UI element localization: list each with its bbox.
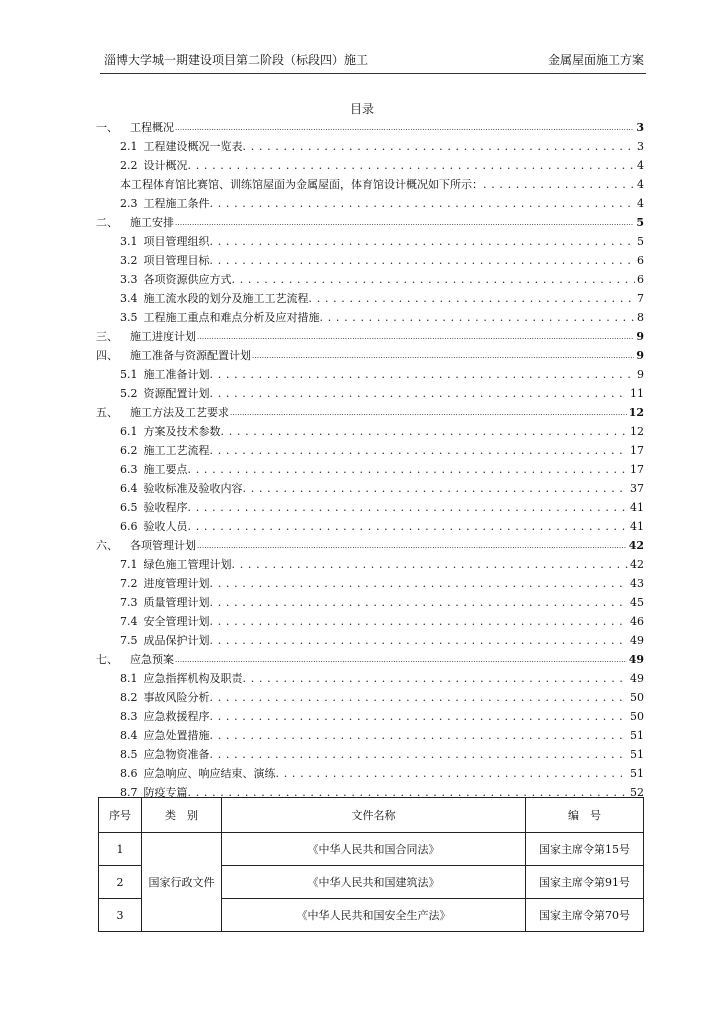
cell-number: 国家主席令第70号	[526, 899, 644, 932]
toc-entry-number: 5.2	[120, 387, 138, 400]
toc-page-number: 5	[637, 235, 644, 248]
toc-dot-leader	[175, 119, 634, 136]
toc-title: 目录	[349, 102, 374, 116]
toc-entry-text: 方案及技术参数	[143, 425, 221, 438]
toc-entry-number: 7.2	[120, 577, 138, 590]
toc-entry-text: 工程施工重点和难点分析及应对措施	[143, 311, 320, 324]
toc-dot-leader	[188, 519, 629, 535]
toc-subsection-entry[interactable]	[96, 440, 644, 459]
cell-number: 国家主席令第91号	[526, 866, 644, 899]
toc-entry-number: 2.1	[120, 140, 138, 153]
toc-dot-leader	[232, 272, 636, 288]
cell-seq: 2	[99, 866, 142, 899]
toc-entry-number: 四、	[96, 349, 118, 362]
toc-entry-text: 项目管理组织	[143, 235, 210, 248]
toc-entry-number: 二、	[96, 216, 118, 229]
toc-subsection-entry[interactable]	[96, 763, 644, 782]
toc-page-number: 46	[630, 615, 644, 628]
toc-entry-text: 应急指挥机构及职责	[143, 672, 243, 685]
toc-page-number: 12	[630, 425, 644, 438]
toc-entry-text: 验收人员	[143, 520, 188, 533]
toc-subsection-entry[interactable]	[96, 497, 644, 516]
toc-entry-text: 施工进度计划	[130, 330, 196, 343]
toc-entry-text: 应急救援程序	[143, 710, 210, 723]
toc-page-number: 52	[630, 786, 644, 799]
cell-category: 国家行政文件	[142, 833, 222, 932]
toc-subsection-entry[interactable]	[96, 668, 644, 687]
toc-entry-number: 7.4	[120, 615, 138, 628]
toc-dot-leader	[188, 462, 629, 478]
toc-entry-number: 8.2	[120, 691, 138, 704]
toc-dot-leader	[210, 595, 629, 611]
toc-subsection-entry[interactable]	[96, 250, 644, 269]
toc-page-number: 50	[630, 691, 644, 704]
toc-entry-number: 8.3	[120, 710, 138, 723]
toc-page-number: 9	[636, 330, 644, 343]
toc-dot-leader	[210, 614, 629, 630]
page-header	[104, 50, 644, 70]
toc-dot-leader	[210, 443, 629, 459]
toc-subsection-entry[interactable]	[96, 516, 644, 535]
toc-entry-number: 6.5	[120, 501, 138, 514]
toc-entry-text: 施工准备与资源配置计划	[130, 349, 251, 362]
toc-page-number: 6	[637, 254, 644, 267]
cell-number: 国家主席令第15号	[526, 833, 644, 866]
toc-entry-text: 防疫专篇	[143, 786, 188, 799]
toc-dot-leader	[309, 291, 636, 307]
toc-subsection-entry[interactable]	[96, 383, 644, 402]
toc-entry-text: 验收标准及验收内容	[143, 482, 243, 495]
toc-entry-number: 8.4	[120, 729, 138, 742]
toc-dot-leader	[210, 690, 629, 706]
toc-page-number: 49	[630, 634, 644, 647]
toc-entry-number: 3.5	[120, 311, 138, 324]
header-project-title: 淄博大学城一期建设项目第二阶段（标段四）施工	[104, 53, 369, 67]
toc-page-number: 51	[630, 729, 644, 742]
toc-section-entry[interactable]	[96, 212, 644, 231]
toc-entry-number: 3.3	[120, 273, 138, 286]
toc-entry-number: 七、	[96, 653, 118, 666]
toc-section-entry[interactable]	[96, 535, 644, 554]
toc-dot-leader	[197, 537, 627, 554]
toc-entry-text: 应急物资准备	[143, 748, 210, 761]
toc-subsection-entry[interactable]	[96, 592, 644, 611]
toc-entry-number: 一、	[96, 121, 118, 134]
toc-entry-number: 6.1	[120, 425, 138, 438]
toc-entry-text: 工程建设概况一览表	[143, 140, 243, 153]
toc-page-number: 11	[630, 387, 644, 400]
header-file-name: 文件名称	[222, 798, 526, 833]
header-category: 类 别	[142, 798, 222, 833]
cell-file-name: 《中华人民共和国建筑法》	[222, 866, 526, 899]
toc-entry-number: 8.7	[120, 786, 138, 799]
toc-dot-leader	[210, 253, 636, 269]
toc-page-number: 43	[630, 577, 644, 590]
toc-entry-number: 三、	[96, 330, 118, 343]
toc-section-entry[interactable]	[96, 117, 644, 136]
toc-page-number: 6	[637, 273, 644, 286]
toc-page-number: 4	[637, 197, 644, 210]
toc-dot-leader	[188, 500, 629, 516]
toc-page-number: 3	[636, 121, 644, 134]
cell-seq: 3	[99, 899, 142, 932]
toc-subsection-entry[interactable]	[96, 744, 644, 763]
toc-subsection-entry[interactable]	[96, 193, 644, 212]
toc-dot-leader	[221, 424, 629, 440]
toc-page-number: 3	[637, 140, 644, 153]
toc-page-number: 42	[628, 539, 644, 552]
toc-entry-text: 施工安排	[130, 216, 174, 229]
toc-entry-text: 各项管理计划	[130, 539, 196, 552]
toc-subsection-entry[interactable]	[96, 630, 644, 649]
toc-page-number: 8	[637, 311, 644, 324]
table-of-contents	[96, 117, 644, 801]
toc-page-number: 5	[636, 216, 644, 229]
toc-subsection-entry[interactable]	[96, 554, 644, 573]
toc-entry-text: 进度管理计划	[143, 577, 210, 590]
cell-seq: 1	[99, 833, 142, 866]
toc-dot-leader	[210, 633, 629, 649]
toc-dot-leader	[210, 709, 629, 725]
toc-dot-leader	[232, 557, 629, 573]
toc-subsection-entry[interactable]	[96, 269, 644, 288]
toc-subsection-entry[interactable]	[96, 421, 644, 440]
toc-section-entry[interactable]	[96, 345, 644, 364]
toc-entry-number: 3.1	[120, 235, 138, 248]
toc-subsection-entry[interactable]	[96, 611, 644, 630]
toc-dot-leader	[230, 404, 627, 421]
toc-dot-leader	[210, 728, 629, 744]
toc-dot-leader	[243, 671, 629, 687]
toc-entry-text: 施工要点	[143, 463, 188, 476]
toc-dot-leader	[175, 214, 634, 231]
header-seq: 序号	[99, 798, 142, 833]
toc-dot-leader	[243, 481, 629, 497]
toc-subsection-entry[interactable]	[96, 231, 644, 250]
toc-entry-number: 8.6	[120, 767, 138, 780]
toc-page-number: 9	[637, 368, 644, 381]
toc-dot-leader	[188, 158, 636, 174]
toc-entry-text: 施工工艺流程	[143, 444, 210, 457]
toc-subsection-entry[interactable]	[96, 288, 644, 307]
toc-page-number: 4	[637, 159, 644, 172]
toc-page-number: 49	[630, 672, 644, 685]
toc-entry-number: 6.6	[120, 520, 138, 533]
header-divider	[100, 73, 646, 74]
toc-dot-leader	[252, 347, 634, 364]
toc-subsection-entry[interactable]	[96, 687, 644, 706]
toc-subsection-entry[interactable]	[96, 155, 644, 174]
toc-dot-leader	[210, 386, 629, 402]
toc-dot-leader	[243, 139, 636, 155]
toc-page-number: 4	[637, 178, 644, 191]
toc-entry-number: 7.3	[120, 596, 138, 609]
toc-dot-leader	[210, 196, 636, 212]
toc-section-entry[interactable]	[96, 326, 644, 345]
toc-page-number: 9	[636, 349, 644, 362]
toc-page-number: 12	[628, 406, 644, 419]
toc-subsection-entry[interactable]	[96, 364, 644, 383]
toc-dot-leader	[276, 766, 629, 782]
toc-entry-text: 项目管理目标	[143, 254, 210, 267]
toc-entry-text: 设计概况	[143, 159, 188, 172]
toc-page-number: 17	[630, 463, 644, 476]
toc-entry-number: 6.3	[120, 463, 138, 476]
toc-subsection-entry[interactable]	[96, 706, 644, 725]
toc-subsection-entry[interactable]	[96, 307, 644, 326]
toc-page-number: 45	[630, 596, 644, 609]
toc-page-number: 7	[637, 292, 644, 305]
toc-entry-text: 施工方法及工艺要求	[130, 406, 229, 419]
toc-entry-text: 应急处置措施	[143, 729, 210, 742]
toc-subsection-entry[interactable]	[96, 573, 644, 592]
toc-dot-leader	[197, 328, 634, 345]
toc-entry-number: 7.1	[120, 558, 138, 571]
toc-entry-text: 工程概况	[130, 121, 174, 134]
toc-entry-text: 质量管理计划	[143, 596, 210, 609]
toc-entry-text: 施工准备计划	[143, 368, 210, 381]
toc-dot-leader	[483, 177, 635, 193]
toc-page-number: 49	[628, 653, 644, 666]
toc-dot-leader	[210, 747, 629, 763]
toc-entry-text: 各项资源供应方式	[143, 273, 232, 286]
toc-entry-text: 施工流水段的划分及施工工艺流程	[143, 292, 309, 305]
toc-subsection-entry[interactable]	[96, 478, 644, 497]
toc-dot-leader	[175, 651, 627, 668]
toc-entry-text: 事故风险分析	[143, 691, 210, 704]
table-row	[99, 833, 644, 866]
toc-entry-number: 五、	[96, 406, 118, 419]
toc-entry-text: 本工程体育馆比赛馆、训练馆屋面为金属屋面，体育馆设计概况如下所示：	[120, 178, 483, 191]
toc-page-number: 17	[630, 444, 644, 457]
toc-entry-text: 应急响应、响应结束、演练	[143, 767, 276, 780]
header-number: 编 号	[526, 798, 644, 833]
header-document-title: 金属屋面施工方案	[547, 53, 644, 67]
toc-entry-number: 六、	[96, 539, 118, 552]
toc-entry-number: 3.2	[120, 254, 138, 267]
toc-section-entry[interactable]	[96, 402, 644, 421]
toc-page-number: 51	[630, 767, 644, 780]
toc-dot-leader	[210, 367, 636, 383]
toc-page-number: 37	[630, 482, 644, 495]
toc-subsection-entry[interactable]	[96, 174, 644, 193]
toc-entry-number: 6.2	[120, 444, 138, 457]
toc-page-number: 42	[630, 558, 644, 571]
toc-entry-text: 验收程序	[143, 501, 188, 514]
toc-page-number: 41	[630, 501, 644, 514]
toc-entry-number: 5.1	[120, 368, 138, 381]
toc-entry-number: 6.4	[120, 482, 138, 495]
toc-entry-text: 安全管理计划	[143, 615, 210, 628]
toc-subsection-entry[interactable]	[96, 725, 644, 744]
toc-subsection-entry[interactable]	[96, 459, 644, 478]
toc-entry-text: 绿色施工管理计划	[143, 558, 232, 571]
table-header-row	[99, 798, 644, 833]
toc-entry-text: 资源配置计划	[143, 387, 210, 400]
toc-entry-number: 8.5	[120, 748, 138, 761]
toc-entry-number: 2.2	[120, 159, 138, 172]
toc-dot-leader	[210, 576, 629, 592]
regulations-table	[98, 797, 644, 932]
cell-file-name: 《中华人民共和国安全生产法》	[222, 899, 526, 932]
toc-section-entry[interactable]	[96, 649, 644, 668]
toc-dot-leader	[210, 234, 636, 250]
toc-page-number: 50	[630, 710, 644, 723]
toc-dot-leader	[320, 310, 636, 326]
toc-subsection-entry[interactable]	[96, 136, 644, 155]
toc-page-number: 41	[630, 520, 644, 533]
toc-page-number: 51	[630, 748, 644, 761]
toc-entry-text: 应急预案	[130, 653, 174, 666]
toc-entry-number: 7.5	[120, 634, 138, 647]
toc-entry-number: 3.4	[120, 292, 138, 305]
toc-entry-number: 8.1	[120, 672, 138, 685]
toc-entry-text: 成品保护计划	[143, 634, 210, 647]
toc-entry-text: 工程施工条件	[143, 197, 210, 210]
toc-entry-number: 2.3	[120, 197, 138, 210]
cell-file-name: 《中华人民共和国合同法》	[222, 833, 526, 866]
